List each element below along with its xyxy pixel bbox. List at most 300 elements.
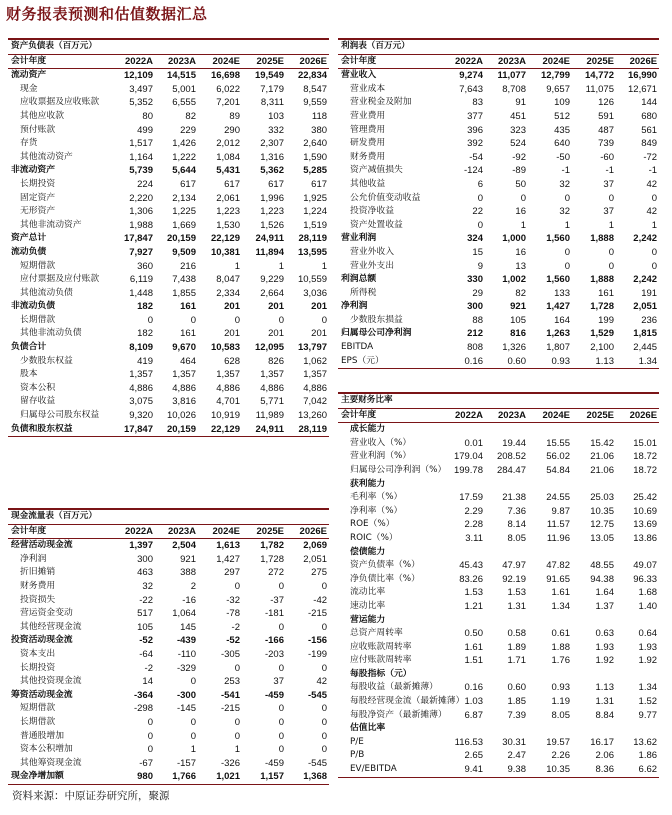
row-label: 管理费用 xyxy=(350,124,386,135)
row-label: 其他流动负债 xyxy=(20,287,73,298)
cell-value: -89 xyxy=(512,165,526,177)
year-header: 2026E xyxy=(616,408,659,423)
cell-value: 13.05 xyxy=(590,532,614,544)
cell-value: -110 xyxy=(177,648,196,660)
row-label: 经营活动现金流 xyxy=(11,540,73,551)
table-row xyxy=(8,151,329,165)
row-label: 筹资活动现金流 xyxy=(11,689,73,700)
cell-value: 377 xyxy=(467,110,483,122)
cell-value: 179.04 xyxy=(453,451,483,463)
cell-value xyxy=(442,722,485,736)
cell-value: 517 xyxy=(137,608,153,620)
cell-value: 0 xyxy=(477,219,483,231)
cell-value: 10,381 xyxy=(210,246,240,258)
row-label: 普通股增加 xyxy=(20,730,64,741)
cell-value xyxy=(528,478,572,492)
table-caption-row xyxy=(338,393,659,408)
cell-value: 0 xyxy=(608,260,614,272)
table-header-row xyxy=(338,408,659,423)
income-statement-panel xyxy=(338,38,658,369)
row-label: 营业费用 xyxy=(350,110,386,121)
cell-value: 212 xyxy=(467,328,483,340)
table-row xyxy=(338,600,659,614)
cell-value: 182 xyxy=(137,301,153,313)
cell-value: 20,159 xyxy=(166,233,196,245)
table-row xyxy=(338,232,659,246)
cell-value: 13,797 xyxy=(297,342,328,354)
cell-value: 808 xyxy=(467,342,483,354)
table-row xyxy=(8,246,329,260)
cell-value: 1,084 xyxy=(216,151,240,163)
cell-value: -459 xyxy=(264,689,284,701)
cell-value: 9,670 xyxy=(172,342,196,354)
cell-value: 2,012 xyxy=(216,138,240,150)
cell-value: -364 xyxy=(133,689,153,701)
row-label: 归属母公司净利润 xyxy=(341,328,412,339)
cell-value: 1,223 xyxy=(260,206,284,218)
cell-value: 9,274 xyxy=(459,70,483,82)
cell-value: -92 xyxy=(512,151,526,163)
cell-value: 0 xyxy=(234,314,240,326)
cell-value: 1 xyxy=(234,744,240,756)
cell-value: 0 xyxy=(321,744,328,756)
header-label: 会计年度 xyxy=(338,408,442,423)
cell-value: 0 xyxy=(190,730,196,742)
cell-value: 1,222 xyxy=(172,151,196,163)
table-row xyxy=(8,287,329,301)
cell-value: 1.88 xyxy=(551,641,570,653)
cell-value: 109 xyxy=(554,97,570,109)
cell-value: 0 xyxy=(520,192,526,204)
cell-value: 9.87 xyxy=(551,505,570,517)
row-label: 股本 xyxy=(20,369,38,380)
table-title: 利润表（百万元） xyxy=(338,39,659,54)
cell-value: -2 xyxy=(144,662,153,674)
cell-value: -439 xyxy=(176,635,196,647)
table-row xyxy=(8,368,329,382)
row-label: 固定资产 xyxy=(20,192,56,203)
table-row xyxy=(338,273,659,287)
row-label: 应收账款周转率 xyxy=(350,641,412,652)
cell-value: 380 xyxy=(311,124,328,136)
year-header: 2022A xyxy=(112,524,155,539)
cell-value: 6.62 xyxy=(616,763,659,777)
year-header: 2022A xyxy=(442,54,485,69)
cell-value: 1.93 xyxy=(595,641,614,653)
cell-value: 1,357 xyxy=(129,369,153,381)
table-row xyxy=(338,478,659,492)
cell-value: 1,529 xyxy=(590,328,614,340)
cell-value: -298 xyxy=(133,703,153,715)
cell-value: 10.35 xyxy=(528,763,572,777)
cell-value: 199 xyxy=(598,314,614,326)
row-label: 营运资金变动 xyxy=(20,608,73,619)
table-row xyxy=(8,110,329,124)
cell-value: 2 xyxy=(190,580,196,592)
cell-value: -78 xyxy=(226,608,240,620)
cell-value: 0 xyxy=(564,192,570,204)
cell-value: 9,509 xyxy=(172,246,196,258)
cell-value: 1,224 xyxy=(303,206,328,218)
cell-value: 1,064 xyxy=(172,608,196,620)
cell-value: 201 xyxy=(224,328,240,340)
table-row xyxy=(8,300,329,314)
cell-value: -42 xyxy=(313,594,328,606)
cell-value: 980 xyxy=(112,770,155,784)
row-label: 成长能力 xyxy=(350,424,386,435)
cell-value: 13,260 xyxy=(297,410,328,422)
row-label: 公允价值变动收益 xyxy=(350,192,421,203)
cell-value: -64 xyxy=(139,648,153,660)
cell-value: 1.31 xyxy=(595,696,614,708)
cell-value: -2 xyxy=(231,621,240,633)
cell-value: 1,613 xyxy=(216,540,240,552)
cell-value: 1,530 xyxy=(216,219,240,231)
row-label: 其他非流动负债 xyxy=(20,328,82,339)
row-label: 营业收入（%） xyxy=(350,437,412,448)
cell-value: -541 xyxy=(220,689,240,701)
cell-value xyxy=(572,478,616,492)
cell-value: 617 xyxy=(224,178,240,190)
cell-value: 83 xyxy=(472,97,483,109)
row-label: 资本公积增加 xyxy=(20,744,73,755)
cell-value: 9 xyxy=(477,260,483,272)
row-label: 利润总额 xyxy=(341,274,377,285)
cell-value: 330 xyxy=(467,274,483,286)
table-row xyxy=(338,300,659,314)
cell-value: 83.26 xyxy=(459,573,483,585)
row-label: 长期借款 xyxy=(20,314,56,325)
table-row xyxy=(8,260,329,274)
cell-value: 640 xyxy=(554,138,570,150)
cell-value: 1,326 xyxy=(502,342,526,354)
table-title: 现金流量表（百万元） xyxy=(8,509,329,524)
cell-value: 1.40 xyxy=(638,600,658,612)
cell-value: 92.19 xyxy=(502,573,526,585)
cell-value: 2.26 xyxy=(551,750,570,762)
cell-value: 88 xyxy=(472,314,483,326)
cell-value: 11.96 xyxy=(546,532,570,544)
cell-value: 0.58 xyxy=(507,628,526,640)
cell-value: 18.72 xyxy=(633,451,658,463)
table-row xyxy=(338,573,659,587)
cell-value: 1 xyxy=(608,219,614,231)
cell-value: 0 xyxy=(278,716,284,728)
cell-value: 7,042 xyxy=(303,396,328,408)
cell-value: 1,888 xyxy=(590,233,614,245)
row-label: EPS（元） xyxy=(338,355,442,369)
cell-value: 37 xyxy=(273,676,284,688)
table-row xyxy=(8,232,329,246)
cell-value: 1 xyxy=(564,219,570,231)
cell-value: 201 xyxy=(268,301,284,313)
row-label: 资本支出 xyxy=(20,648,56,659)
cell-value xyxy=(572,423,616,437)
table-row xyxy=(8,580,329,594)
cell-value: 0.61 xyxy=(551,628,570,640)
cell-value: 8.05 xyxy=(551,709,570,721)
cell-value: 133 xyxy=(554,287,570,299)
cell-value: 1,223 xyxy=(216,206,240,218)
income-statement-table xyxy=(338,38,659,369)
table-row xyxy=(338,695,659,709)
cell-value: 19.44 xyxy=(502,437,526,449)
cell-value xyxy=(442,478,485,492)
cell-value xyxy=(616,423,659,437)
cell-value: 13.86 xyxy=(633,532,658,544)
cell-value: 32 xyxy=(142,580,153,592)
cell-value: 164 xyxy=(554,314,570,326)
cell-value: 463 xyxy=(137,567,153,579)
row-label: 每股净资产（最新摊薄） xyxy=(350,709,447,720)
cell-value: 2,220 xyxy=(129,192,153,204)
cell-value: 1,669 xyxy=(172,219,196,231)
cell-value: 2,242 xyxy=(633,274,658,286)
cell-value: 1,000 xyxy=(502,233,526,245)
table-row xyxy=(8,409,329,423)
year-header: 2024E xyxy=(528,54,572,69)
cell-value: 7,643 xyxy=(459,83,483,95)
cell-value: 3.11 xyxy=(465,532,483,544)
cell-value: 1,728 xyxy=(590,301,614,313)
cell-value: 297 xyxy=(224,567,240,579)
table-row xyxy=(8,423,329,437)
table-caption-row xyxy=(8,509,329,524)
cell-value: 680 xyxy=(641,110,658,122)
table-title: 主要财务比率 xyxy=(338,393,659,408)
cell-value: 12,799 xyxy=(540,70,570,82)
cell-value xyxy=(442,423,485,437)
cell-value: 1.61 xyxy=(551,587,570,599)
table-row xyxy=(338,219,659,233)
cell-value: 1.34 xyxy=(638,682,658,694)
table-row xyxy=(8,662,329,676)
row-label: 现金净增加额 xyxy=(8,770,112,784)
cell-value: 5,001 xyxy=(172,83,196,95)
table-row xyxy=(338,260,659,274)
cell-value: 2,640 xyxy=(303,138,328,150)
cell-value: 1,316 xyxy=(260,151,284,163)
table-row xyxy=(8,621,329,635)
table-header-row xyxy=(8,54,329,69)
cell-value: 0 xyxy=(147,744,153,756)
year-header: 2026E xyxy=(286,54,329,69)
row-label: 净利润 xyxy=(20,553,47,564)
cell-value: 7,201 xyxy=(216,97,240,109)
cell-value: 11.57 xyxy=(546,519,570,531)
cell-value: 1.76 xyxy=(551,655,570,667)
cell-value: 1,427 xyxy=(546,301,570,313)
row-label: 非流动负债 xyxy=(11,301,55,312)
cell-value: 2,445 xyxy=(633,342,658,354)
row-label: 流动负债 xyxy=(11,246,47,257)
cell-value: 1.34 xyxy=(551,600,570,612)
cell-value: 1 xyxy=(234,260,240,272)
cell-value: 24,911 xyxy=(242,423,286,437)
cell-value: 849 xyxy=(641,138,658,150)
table-row xyxy=(338,763,659,777)
cell-value: 0 xyxy=(278,730,284,742)
cell-value: 2,242 xyxy=(633,233,658,245)
table-row xyxy=(338,205,659,219)
table-row xyxy=(8,566,329,580)
cell-value: 11,077 xyxy=(497,70,526,82)
cell-value: 208.52 xyxy=(496,451,526,463)
cell-value xyxy=(616,546,659,560)
cell-value: 5,362 xyxy=(260,165,284,177)
cell-value: 512 xyxy=(554,110,570,122)
row-label: 负债合计 xyxy=(11,342,47,353)
cell-value: 1 xyxy=(321,260,328,272)
row-label: 净利率（%） xyxy=(350,505,403,516)
cell-value xyxy=(572,614,616,628)
cell-value: -37 xyxy=(270,594,284,606)
cell-value: 3,075 xyxy=(129,396,153,408)
table-row xyxy=(338,464,659,478)
cell-value: 10.35 xyxy=(590,505,614,517)
cell-value: -60 xyxy=(600,151,614,163)
cell-value: 0 xyxy=(147,730,153,742)
cell-value: 921 xyxy=(180,553,196,565)
table-row xyxy=(8,730,329,744)
cell-value: 42 xyxy=(646,178,658,190)
cell-value: 2.29 xyxy=(464,505,483,517)
cell-value: 1.21 xyxy=(464,600,483,612)
table-row xyxy=(8,702,329,716)
row-label: ROIC（%） xyxy=(350,532,398,543)
cell-value: -16 xyxy=(182,594,196,606)
cell-value: 0 xyxy=(190,676,196,688)
cell-value xyxy=(442,668,485,682)
cell-value: 6.87 xyxy=(464,709,483,721)
cell-value xyxy=(528,668,572,682)
row-label: 无形资产 xyxy=(20,206,56,217)
cell-value: 1,560 xyxy=(546,274,570,286)
header-label: 会计年度 xyxy=(338,54,442,69)
cell-value: 22,834 xyxy=(297,70,328,82)
cell-value: 16,990 xyxy=(628,70,658,82)
cell-value: 1,306 xyxy=(129,206,153,218)
cell-value: 2,664 xyxy=(260,287,284,299)
cell-value: 1,426 xyxy=(172,138,196,150)
cell-value: 0 xyxy=(234,580,240,592)
cell-value: 9,657 xyxy=(546,83,570,95)
cell-value xyxy=(485,722,528,736)
cell-value: 1.93 xyxy=(638,641,658,653)
cell-value: 8.14 xyxy=(507,519,526,531)
cell-value: 19.57 xyxy=(546,736,570,748)
cell-value: -326 xyxy=(220,757,240,769)
year-header: 2023A xyxy=(485,408,528,423)
cell-value: 0 xyxy=(321,730,328,742)
cell-value: 1.92 xyxy=(595,655,614,667)
table-row xyxy=(8,634,329,648)
cell-value: 48.55 xyxy=(590,560,614,572)
row-label: 毛利率（%） xyxy=(350,492,403,503)
row-label: 每股收益（最新摊薄） xyxy=(350,682,438,693)
cell-value: 12,109 xyxy=(123,70,153,82)
cell-value: 1.19 xyxy=(551,696,570,708)
cell-value: 42 xyxy=(316,676,328,688)
table-row xyxy=(338,151,659,165)
cell-value: 0 xyxy=(651,192,658,204)
row-label: 其他投资现金流 xyxy=(20,676,82,687)
cell-value: 0 xyxy=(190,716,196,728)
table-row xyxy=(338,287,659,301)
row-label: 长期投资 xyxy=(20,662,56,673)
table-row xyxy=(338,668,659,682)
cell-value: 21.06 xyxy=(590,451,614,463)
row-label: 研发费用 xyxy=(350,138,386,149)
cell-value: -305 xyxy=(220,648,240,660)
table-row xyxy=(338,532,659,546)
cell-value: 18.72 xyxy=(633,464,658,476)
table-row xyxy=(338,355,659,369)
cell-value: 89 xyxy=(229,110,240,122)
year-header: 2024E xyxy=(198,524,242,539)
row-label: 所得税 xyxy=(350,287,377,298)
cell-value: 4,886 xyxy=(172,382,196,394)
cell-value: 42 xyxy=(646,206,658,218)
balance-sheet-panel xyxy=(8,38,329,437)
table-row xyxy=(8,743,329,757)
cell-value: 275 xyxy=(311,567,328,579)
cell-value: 3,816 xyxy=(172,396,196,408)
table-row xyxy=(8,164,329,178)
cell-value: 591 xyxy=(598,110,614,122)
table-row xyxy=(338,314,659,328)
table-row xyxy=(8,327,329,341)
cell-value: 17.59 xyxy=(459,492,483,504)
row-label: 资产处置收益 xyxy=(350,219,403,230)
cell-value: 6,555 xyxy=(172,97,196,109)
cell-value: 1,021 xyxy=(198,770,242,784)
cell-value: 118 xyxy=(311,110,328,122)
cell-value: 4,886 xyxy=(303,382,328,394)
cell-value: 0 xyxy=(651,246,658,258)
cell-value: 145 xyxy=(180,621,196,633)
cell-value: 1 xyxy=(190,744,196,756)
row-label: 偿债能力 xyxy=(350,546,386,557)
cell-value: 29 xyxy=(472,287,483,299)
cell-value: 10,026 xyxy=(166,410,196,422)
table-row xyxy=(8,594,329,608)
cell-value: 5,285 xyxy=(303,165,328,177)
table-row xyxy=(338,110,659,124)
row-label: 财务费用 xyxy=(350,151,386,162)
cell-value: 2,051 xyxy=(633,301,658,313)
cell-value: 617 xyxy=(268,178,284,190)
year-header: 2022A xyxy=(112,54,155,69)
table-row xyxy=(8,83,329,97)
row-label: 长期借款 xyxy=(20,716,56,727)
cash-flow-panel xyxy=(8,508,329,785)
cell-value: -215 xyxy=(308,608,328,620)
cell-value: 116.53 xyxy=(454,736,483,748)
table-row xyxy=(338,178,659,192)
cell-value: 3,497 xyxy=(129,83,153,95)
cell-value: 0 xyxy=(234,716,240,728)
row-label: 短期借款 xyxy=(20,260,56,271)
cell-value: 284.47 xyxy=(496,464,526,476)
row-label: 资产负债率（%） xyxy=(350,560,420,571)
cell-value: 2,051 xyxy=(303,553,328,565)
row-label: 其他收益 xyxy=(350,178,386,189)
table-row xyxy=(338,586,659,600)
table-row xyxy=(338,641,659,655)
cell-value: 5,739 xyxy=(129,165,153,177)
cell-value: 37 xyxy=(603,178,614,190)
